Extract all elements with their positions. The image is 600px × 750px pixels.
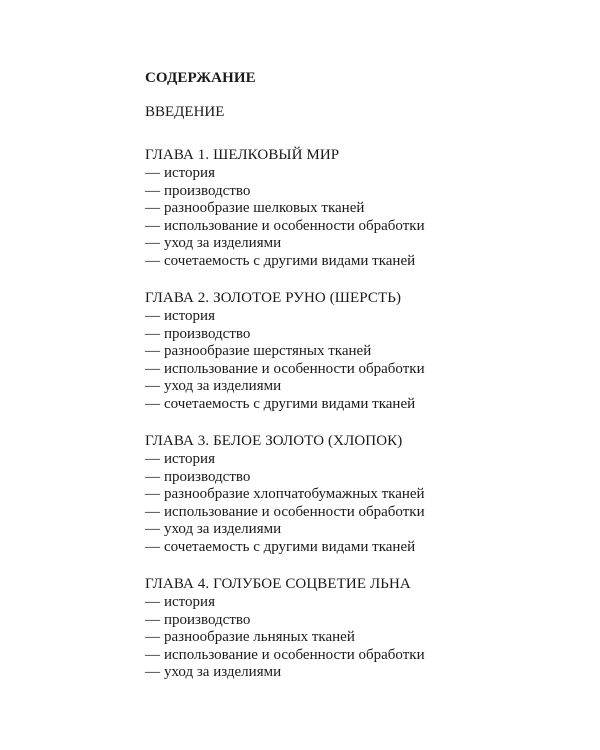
subsection-item: [145, 326, 565, 344]
em-dash-marker: —: [145, 646, 160, 663]
subsection-item: [145, 200, 565, 218]
subsection-item: [145, 612, 565, 630]
subsection-item: [145, 647, 565, 665]
subsection-text: сочетаемость с другими видами тканей: [164, 252, 416, 269]
subsection-item: [145, 235, 565, 253]
subsection-text: производство: [164, 325, 251, 342]
em-dash-marker: —: [145, 629, 160, 645]
subsection-item: [145, 486, 565, 504]
subsection-item: [145, 451, 565, 469]
subsection-item: [145, 378, 565, 396]
chapter-title: ГЛАВА 4. ГОЛУБОЕ СОЦВЕТИЕ ЛЬНА: [145, 576, 411, 592]
subsection-item: [145, 343, 565, 361]
subsection-text: уход за изделиями: [164, 378, 282, 394]
subsection-text: разнообразие шерстяных тканей: [164, 343, 372, 359]
chapter-subsection-list: [145, 165, 565, 270]
em-dash-marker: —: [145, 182, 160, 199]
document-page: [145, 68, 565, 700]
em-dash-marker: —: [145, 468, 160, 485]
chapter-title: ГЛАВА 1. ШЕЛКОВЫЙ МИР: [145, 147, 340, 163]
em-dash-marker: —: [145, 486, 160, 502]
subsection-text: производство: [164, 182, 251, 199]
subsection-item: [145, 521, 565, 539]
chapter-title: ГЛАВА 2. ЗОЛОТОЕ РУНО (ШЕРСТЬ): [145, 290, 402, 306]
toc-heading: СОДЕРЖАНИЕ: [145, 70, 256, 86]
subsection-item: [145, 664, 565, 682]
subsection-item: [145, 469, 565, 487]
em-dash-marker: —: [145, 611, 160, 628]
subsection-text: сочетаемость с другими видами тканей: [164, 395, 416, 412]
subsection-item: [145, 396, 565, 414]
subsection-text: разнообразие шелковых тканей: [164, 200, 365, 216]
em-dash-marker: —: [145, 200, 160, 216]
em-dash-marker: —: [145, 395, 160, 412]
subsection-item: [145, 165, 565, 183]
em-dash-marker: —: [145, 378, 160, 394]
em-dash-marker: —: [145, 664, 160, 680]
subsection-text: производство: [164, 468, 251, 485]
chapter-subsection-list: [145, 308, 565, 413]
subsection-text: история: [164, 165, 215, 181]
em-dash-marker: —: [145, 360, 160, 377]
toc-intro-entry: ВВЕДЕНИЕ: [145, 104, 225, 120]
em-dash-marker: —: [145, 325, 160, 342]
subsection-text: производство: [164, 611, 251, 628]
subsection-text: сочетаемость с другими видами тканей: [164, 538, 416, 555]
subsection-item: [145, 218, 565, 236]
subsection-text: уход за изделиями: [164, 664, 282, 680]
subsection-text: разнообразие хлопчатобумажных тканей: [164, 486, 425, 502]
em-dash-marker: —: [145, 451, 160, 467]
chapter-subsection-list: [145, 594, 565, 682]
subsection-item: [145, 539, 565, 557]
em-dash-marker: —: [145, 343, 160, 359]
subsection-text: история: [164, 594, 215, 610]
subsection-text: история: [164, 451, 215, 467]
em-dash-marker: —: [145, 308, 160, 324]
em-dash-marker: —: [145, 503, 160, 520]
subsection-item: [145, 253, 565, 271]
chapter-subsection-list: [145, 451, 565, 556]
subsection-item: [145, 183, 565, 201]
em-dash-marker: —: [145, 217, 160, 234]
subsection-text: история: [164, 308, 215, 324]
subsection-item: [145, 504, 565, 522]
toc-chapter-4: [145, 574, 565, 682]
toc-chapter-3: [145, 431, 565, 556]
subsection-text: использование и особенности обработки: [164, 360, 425, 377]
em-dash-marker: —: [145, 521, 160, 537]
em-dash-marker: —: [145, 165, 160, 181]
subsection-text: использование и особенности обработки: [164, 217, 425, 234]
toc-chapters: [145, 145, 565, 682]
subsection-item: [145, 308, 565, 326]
em-dash-marker: —: [145, 538, 160, 555]
em-dash-marker: —: [145, 594, 160, 610]
subsection-text: использование и особенности обработки: [164, 503, 425, 520]
subsection-item: [145, 594, 565, 612]
subsection-text: разнообразие льняных тканей: [164, 629, 355, 645]
em-dash-marker: —: [145, 252, 160, 269]
em-dash-marker: —: [145, 235, 160, 251]
subsection-text: уход за изделиями: [164, 235, 282, 251]
subsection-text: использование и особенности обработки: [164, 646, 425, 663]
toc-chapter-1: [145, 145, 565, 270]
subsection-item: [145, 361, 565, 379]
subsection-text: уход за изделиями: [164, 521, 282, 537]
toc-chapter-2: [145, 288, 565, 413]
subsection-item: [145, 629, 565, 647]
chapter-title: ГЛАВА 3. БЕЛОЕ ЗОЛОТО (ХЛОПОК): [145, 433, 403, 449]
